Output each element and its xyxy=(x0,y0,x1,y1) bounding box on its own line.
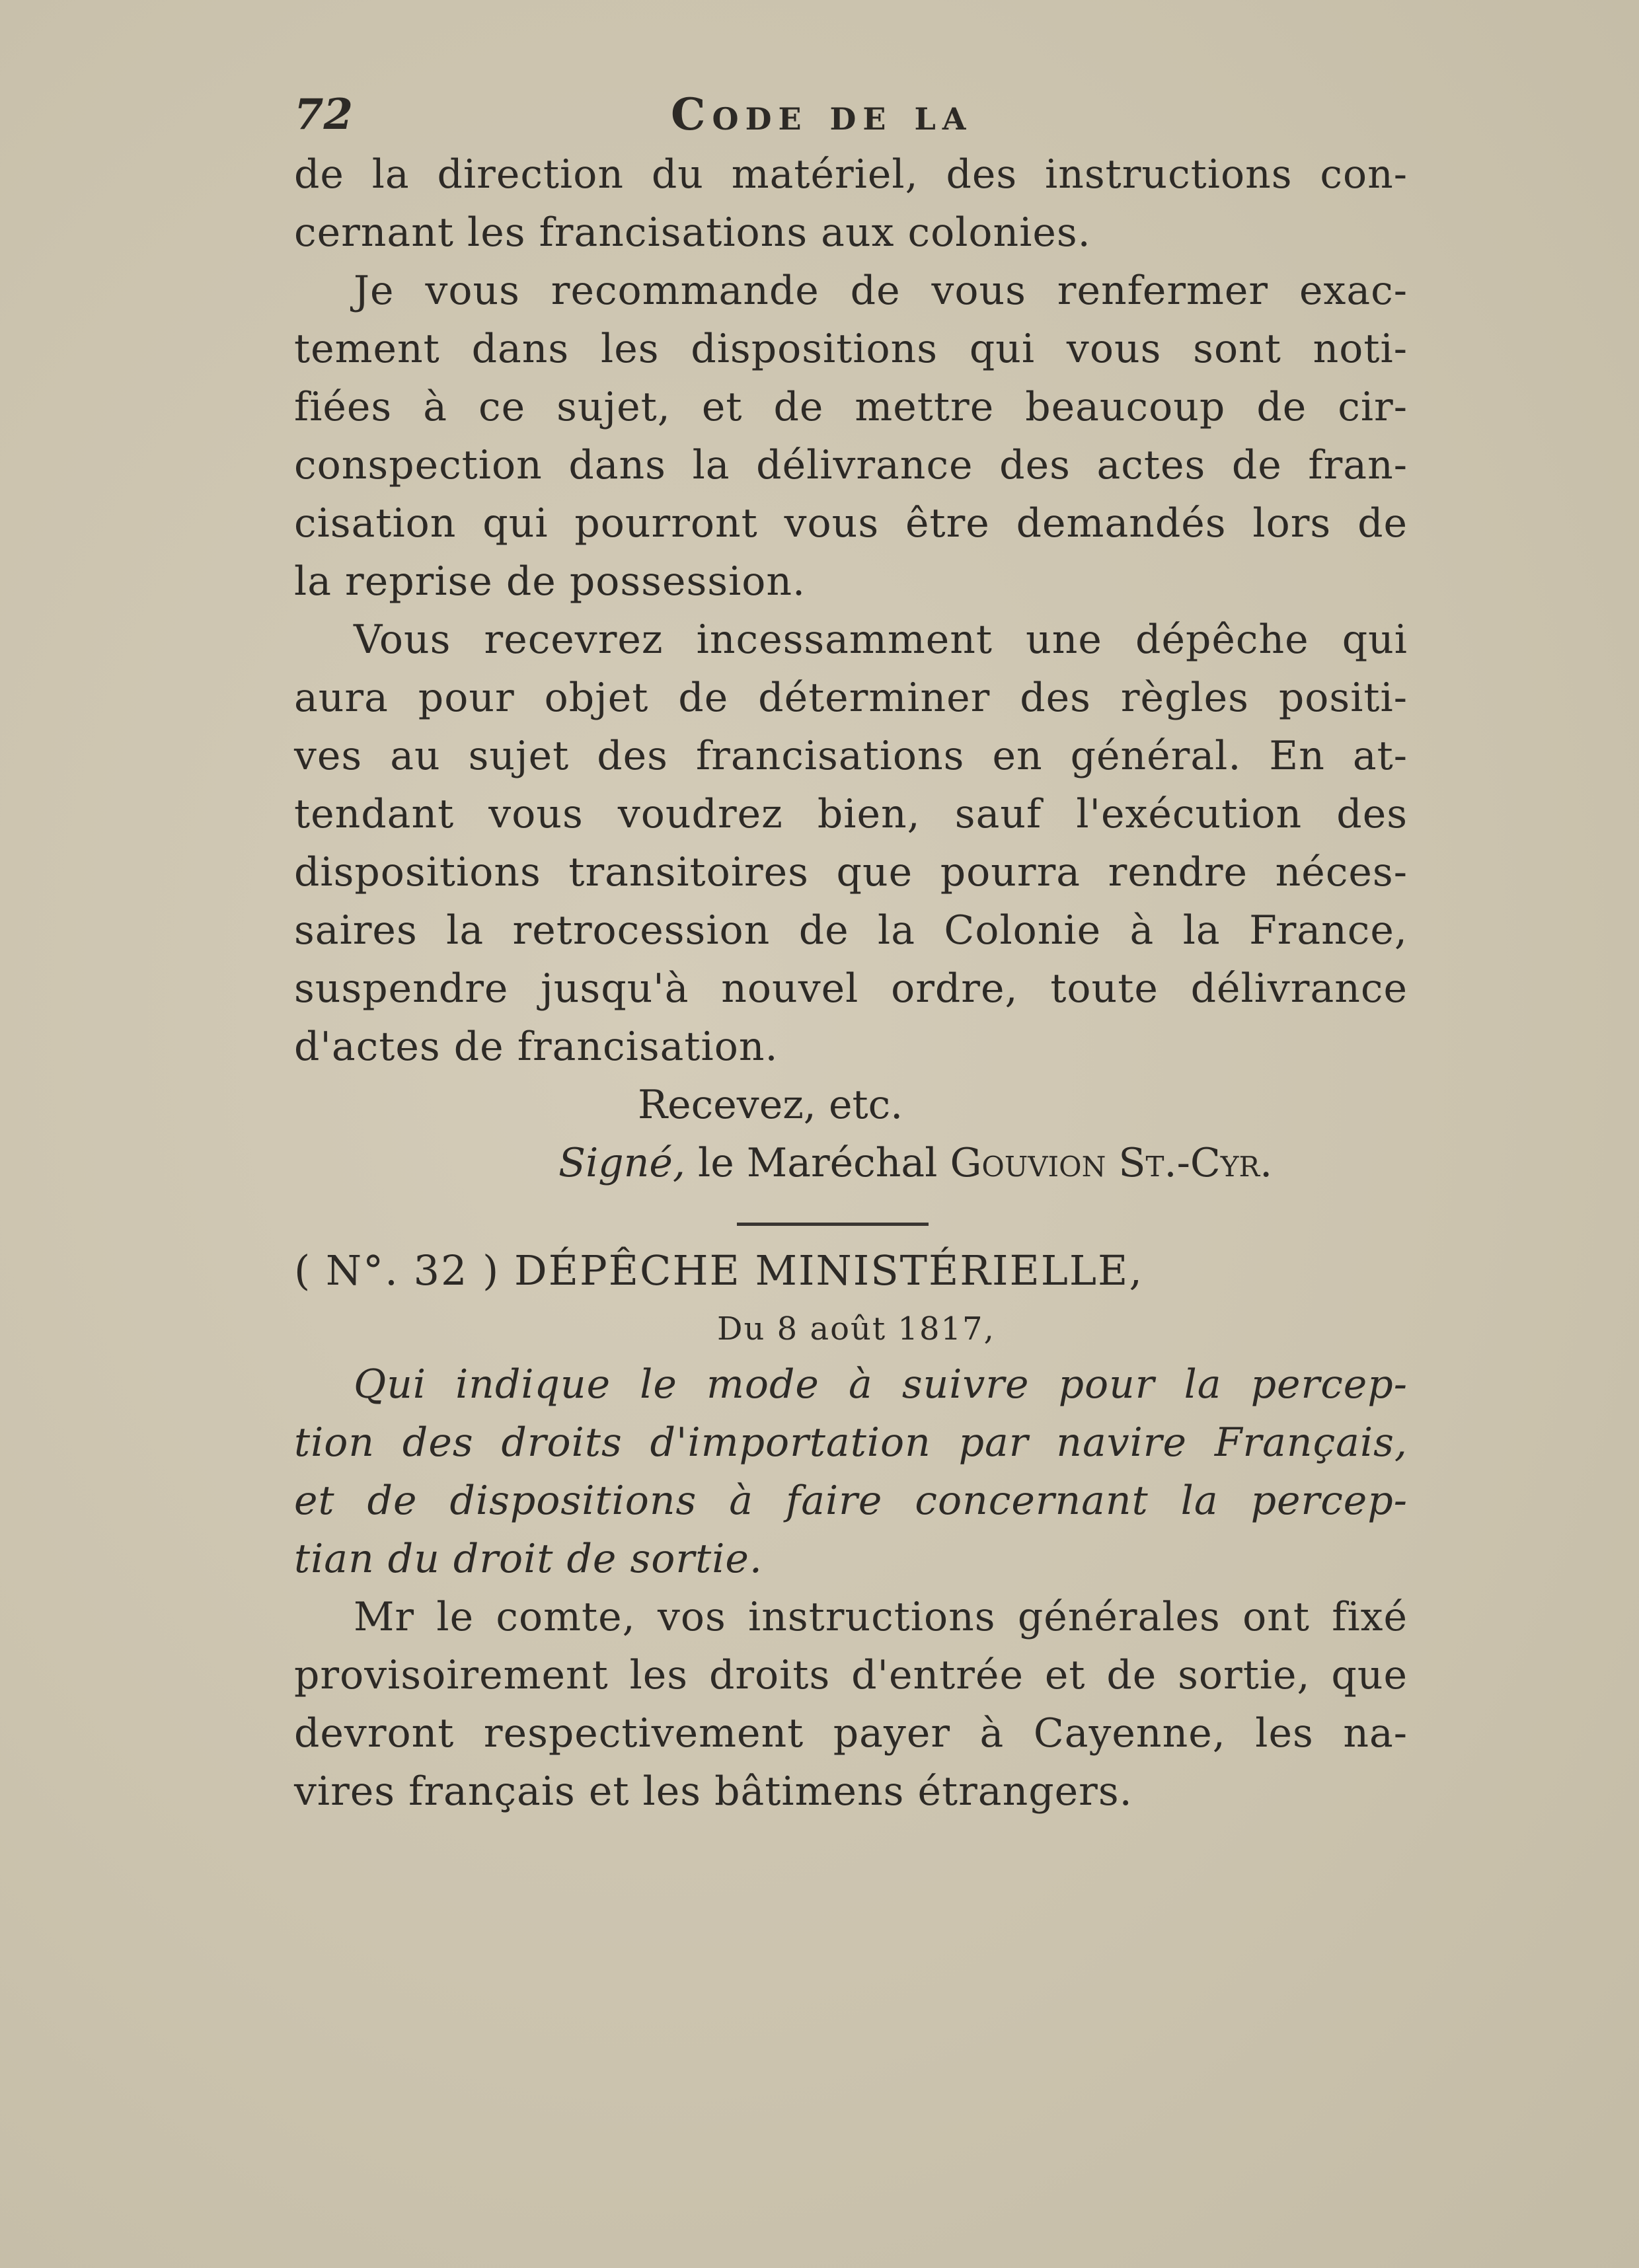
text-line: provisoirement les droits d'entrée et de sortie, que xyxy=(294,1652,1408,1698)
signed-label: Signé, xyxy=(558,1140,685,1186)
page-header xyxy=(294,86,1408,145)
running-title: Code de la xyxy=(671,89,973,140)
signed-prefix: le Maréchal xyxy=(698,1140,938,1186)
text-line: d'actes de francisation. xyxy=(294,1024,779,1070)
summary-line: tian du droit de sortie. xyxy=(294,1536,763,1582)
paragraph-3 xyxy=(294,611,1408,1076)
text-line: vires français et les bâtimens étrangers. xyxy=(294,1768,1133,1815)
summary-line: Qui indique le mode à suivre pour la percep- xyxy=(354,1361,1408,1408)
text-line: suspendre jusqu'à nouvel ordre, toute délivrance xyxy=(294,965,1408,1012)
text-line: ves au sujet des francisations en général. En at- xyxy=(294,733,1408,779)
text-line: conspection dans la délivrance des actes de fran- xyxy=(294,442,1408,488)
text-line: cisation qui pourront vous être demandés lors de xyxy=(294,500,1408,547)
signature-line xyxy=(294,1134,1408,1192)
text-line: la reprise de possession. xyxy=(294,558,806,605)
document-heading: ( N°. 32 ) DÉPÊCHE MINISTÉRIELLE, xyxy=(294,1246,1144,1295)
closing-salutation: Recevez, etc. xyxy=(638,1082,903,1128)
text-line: saires la retrocession de la Colonie à la France, xyxy=(294,907,1408,954)
text-line: dispositions transitoires que pourra rendre néces- xyxy=(294,849,1408,895)
summary-line: et de dispositions à faire concernant la percep- xyxy=(294,1478,1408,1524)
page-number: 72 xyxy=(294,90,354,139)
text-line: devront respectivement payer à Cayenne, les na- xyxy=(294,1710,1408,1757)
document-date: Du 8 août 1817, xyxy=(717,1310,995,1347)
text-line: Mr le comte, vos instructions générales ont fixé xyxy=(354,1594,1408,1640)
text-line: fiées à ce sujet, et de mettre beaucoup de cir- xyxy=(294,384,1408,430)
paragraph-2 xyxy=(294,262,1408,611)
paragraph-1 xyxy=(294,145,1408,262)
text-line: cernant les francisations aux colonies. xyxy=(294,209,1091,256)
text-line: de la direction du matériel, des instructions con- xyxy=(294,151,1408,198)
document-body xyxy=(294,1588,1408,1821)
summary-line: tion des droits d'importation par navire Français, xyxy=(294,1419,1408,1466)
text-line: Je vous recommande de vous renfermer exac- xyxy=(354,268,1408,314)
signer-name: Gouvion St.-Cyr. xyxy=(950,1140,1273,1186)
section-divider xyxy=(737,1223,929,1226)
book-page xyxy=(294,86,1408,1821)
text-line: tement dans les dispositions qui vous sont noti- xyxy=(294,326,1408,372)
text-line: aura pour objet de déterminer des règles positi- xyxy=(294,675,1408,721)
document-summary xyxy=(294,1355,1408,1588)
text-line: tendant vous voudrez bien, sauf l'exécution des xyxy=(294,791,1408,837)
text-line: Vous recevrez incessamment une dépêche qui xyxy=(354,617,1408,663)
